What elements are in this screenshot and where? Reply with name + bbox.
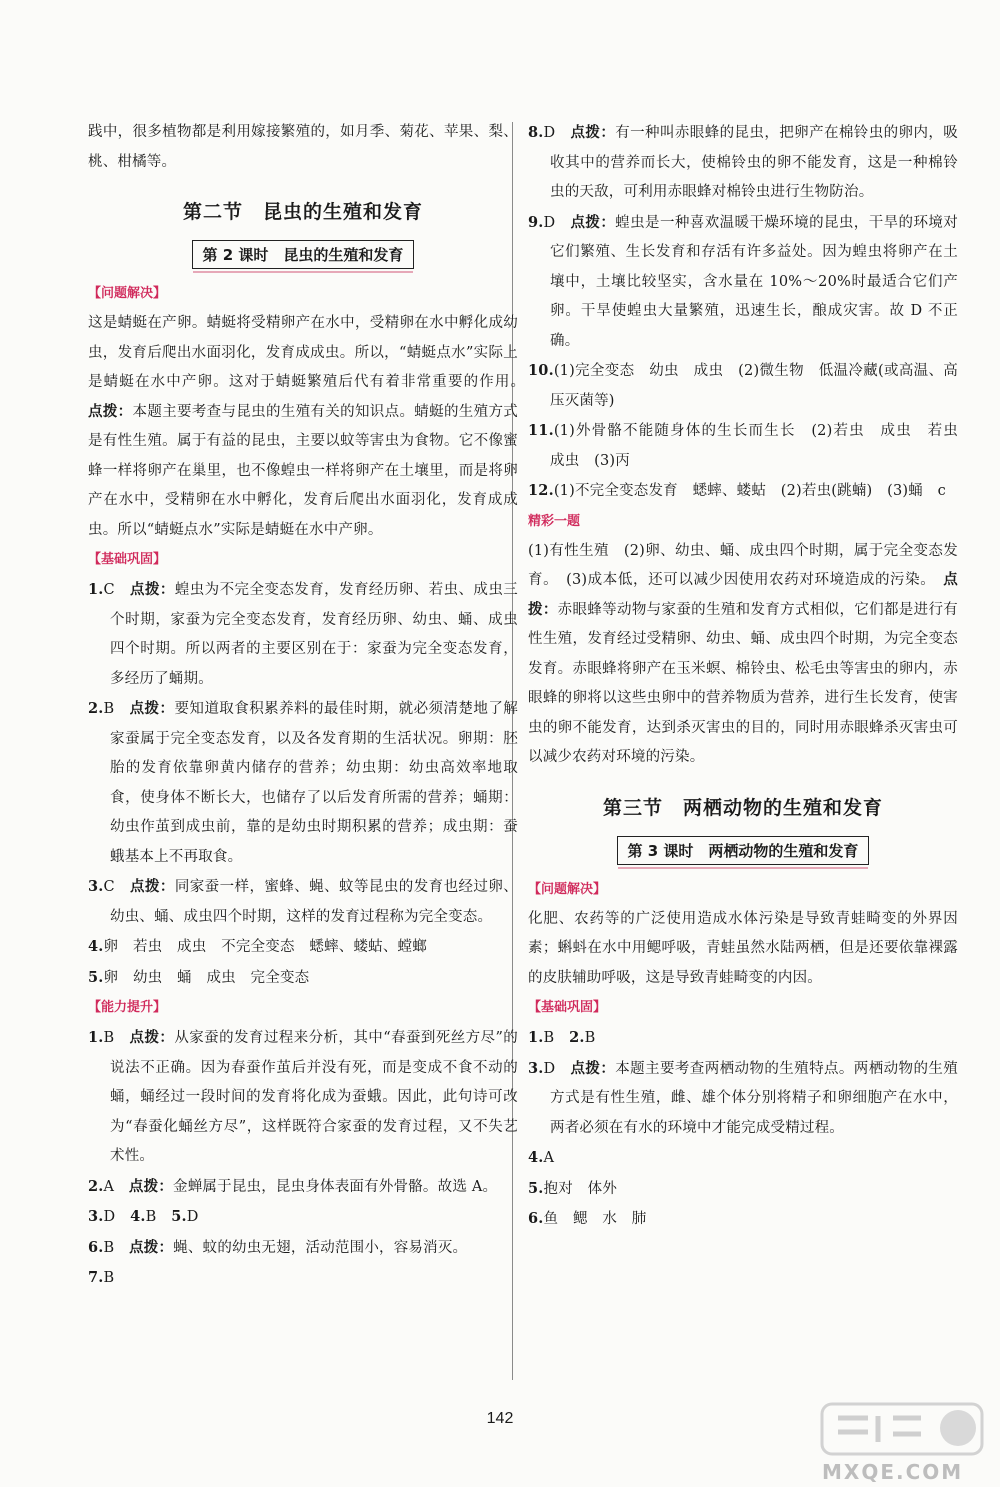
answer-item: 5.卵 幼虫 蛹 成虫 完全变态 — [88, 968, 310, 986]
tag-highlight: 精彩一题 — [528, 513, 581, 529]
answer-item: 6.B 点拨：蝇、蚊的幼虫无翅，活动范围小，容易消灭。 — [88, 1238, 468, 1256]
answer-item: 9.D 点拨：蝗虫是一种喜欢温暖干燥环境的昆虫，干旱的环境对它们繁殖、生长发育和存活有许多益处。因为蝗虫将卵产在土壤中，土壤比较坚实，含水量在 10%～20%时最适合它们产卵。干旱使蝗虫大量繁殖，迅速生长，酿成灾害。故 D 不正确。 — [528, 213, 958, 349]
answer-item: 3.D 点拨：本题主要考查两栖动物的生殖特点。两栖动物的生殖方式是有性生殖，雌、雄个体分别将精子和卵细胞产在水中，两者必须在有水的环境中才能完成受精过程。 — [528, 1059, 958, 1136]
problem-answer: 化肥、农药等的广泛使用造成水体污染是导致青蛙畸变的外界因素；蝌蚪在水中用鳃呼吸，青蛙虽然水陆两栖，但是还要依靠裸露的皮肤辅助呼吸，这是导致青蛙畸变的内因。 — [528, 910, 958, 986]
tag-problem: 【问题解决】 — [88, 286, 167, 301]
answer-item: 4.卵 若虫 成虫 不完全变态 蟋蟀、蝼蛄、螳螂 — [88, 938, 427, 955]
answer-item: 3.C 点拨：同家蚕一样，蜜蜂、蝇、蚊等昆虫的发育也经过卵、幼虫、蛹、成虫四个时期，这样的发育过程称为完全变态。 — [88, 878, 518, 925]
lesson-title: 第 2 课时 昆虫的生殖和发育 — [192, 240, 415, 269]
problem-answer: 这是蜻蜓在产卵。蜻蜓将受精卵产在水中，受精卵在水中孵化成幼虫，发育后爬出水面羽化，发育成成虫。所以，“蜻蜓点水”实际上是蜻蜓在水中产卵。这对于蜻蜓繁殖后代有着非常重要的作用。 点拨：本题主要考查与昆虫的生殖有关的知识点。蜻蜓的生殖方式是有性生殖。属于有益的昆虫，主要以蚊等害虫为食物。它不像蜜蜂一样将卵产在巢里，也不像蝗虫一样将卵产在土壤里，而是将卵产在水中，受精卵在水中孵化，发育后爬出水面羽化，发育成成虫。所以“蜻蜓点水”实际是蜻蜓在水中产卵。 — [88, 315, 518, 538]
answer-item: 10.(1)完全变态 幼虫 成虫 (2)微生物 低温冷藏(或高温、高压灭菌等) — [528, 362, 958, 409]
highlight-answer: (1)有性生殖 (2)卵、幼虫、蛹、成虫四个时期，属于完全变态发育。 (3)成本低，还可以减少因使用农药对环境造成的污染。 点拨：赤眼蜂等动物与家蚕的生殖和发育方式相似，它们都是进行有性生殖，发育经过受精卵、幼虫、蛹、成虫四个时期，为完全变态发育。赤眼蜂将卵产在玉米螟、棉铃虫、松毛虫等害虫的卵内，赤眼蜂的卵将以这些虫卵中的营养物质为营养，进行生长发育，使害虫的卵不能发育，达到杀灭害虫的目的，同时用赤眼蜂杀灭害虫可以减少农药对环境的污染。 — [528, 542, 958, 765]
answer-item: 4.A — [528, 1149, 555, 1166]
left-column — [88, 118, 518, 1294]
answer-item: 2.B 点拨：要知道取食积累养料的最佳时期，就必须清楚地了解家蚕属于完全变态发育，以及各发育期的生活状况。卵期：胚胎的发育依靠卵黄内储存的营养；幼虫期：幼虫高效率地取食，使身体不断长大，也储存了以后发育所需的营养；蛹期：幼虫作茧到成虫前，靠的是幼虫时期积累的营养；成虫期：蚕蛾基本上不再取食。 — [88, 700, 518, 865]
tag-basic: 【基础巩固】 — [88, 552, 167, 567]
answer-item: 8.D 点拨：有一种叫赤眼蜂的昆虫，把卵产在棉铃虫的卵内，吸收其中的营养而长大，使棉铃虫的卵不能发育，这是一种棉铃虫的天敌，可利用赤眼蜂对棉铃虫进行生物防治。 — [528, 124, 958, 200]
answer-item: 1.B 2.B — [528, 1029, 596, 1046]
answer-item: 5.抱对 体外 — [528, 1179, 618, 1197]
answer-item: 11.(1)外骨骼不能随身体的生长而生长 (2)若虫 成虫 若虫 成虫 (3)丙 — [528, 422, 973, 469]
section-title: 第二节 昆虫的生殖和发育 — [182, 201, 423, 223]
answer-item: 6.鱼 鳃 水 肺 — [528, 1210, 647, 1227]
answer-item: 1.B 点拨：从家蚕的发育过程来分析，其中“春蚕到死丝方尽”的说法不正确。因为春蚕作茧后并没有死，而是变成不食不动的蛹，蛹经过一段时间的发育将化成为蚕蛾。因此，此句诗可改为“春蚕化蛹丝方尽”，这样既符合家蚕的发育过程，又不失艺术性。 — [88, 1029, 518, 1164]
answer-item: 7.B — [88, 1269, 115, 1286]
tag-basic: 【基础巩固】 — [528, 1000, 607, 1015]
intro-text: 践中，很多植物都是利用嫁接繁殖的，如月季、菊花、苹果、梨、桃、柑橘等。 — [88, 124, 518, 170]
watermark-text: MXQE.COM — [822, 1460, 964, 1484]
tag-ability: 【能力提升】 — [88, 1000, 167, 1015]
tag-problem: 【问题解决】 — [528, 881, 607, 897]
answer-item: 1.C 点拨：蝗虫为不完全变态发育，发育经历卵、若虫、成虫三个时期，家蚕为完全变态发育，发育经历卵、幼虫、蛹、成虫四个时期。所以两者的主要区别在于：家蚕为完全变态发育，多经历了蛹期。 — [88, 581, 518, 687]
answer-item: 12.(1)不完全变态发育 蟋蟀、蝼蛄 (2)若虫(跳蝻) (3)蛹 c — [528, 482, 946, 499]
answer-item: 3.D 4.B 5.D — [88, 1208, 199, 1225]
answer-item: 2.A 点拨：金蝉属于昆虫，昆虫身体表面有外骨骼。故选 A。 — [88, 1177, 498, 1195]
lesson-title: 第 3 课时 两栖动物的生殖和发育 — [617, 836, 870, 865]
section-title: 第三节 两栖动物的生殖和发育 — [602, 796, 883, 819]
page-number: 142 — [486, 1410, 514, 1427]
right-column — [528, 118, 973, 1235]
